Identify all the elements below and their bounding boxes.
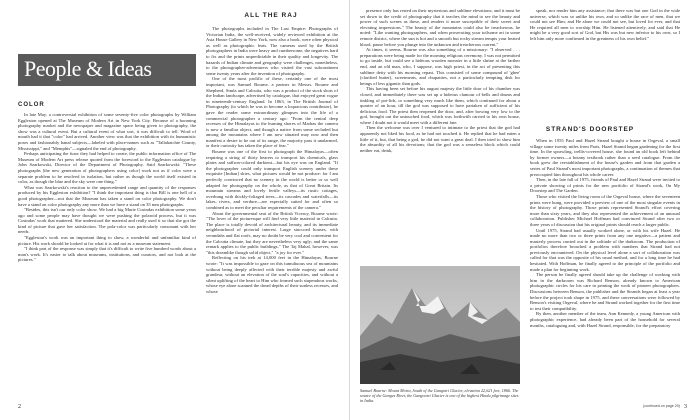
paragraph: Until 1975, Strand had usually worked alone, or with his wife Hazel. He made no more than two or three prints from any one negative—a patient and masterly process carried out in the solitude of the darkroom. The production of portfolios therefore broached a problem with numbers that Strand had not previously encountered. On the physical level alone a sort of collaboration was called for that was the opposite of his usual method, and for a long time he had hesitated. With Hoffman, he finally agreed to the principle of the portfolio and made a plan for beginning work.	[530, 227, 680, 272]
paragraph: What was Szarkowski's reaction to the unprecedented range and quantity of the responses produced by his Eggleston exhibition? "I think the important thing is that Bill is one hell of a good photographer—not that the Museum has taken a stand on color photography. We don't have a stand on color photography any more than we have a stand on 35 mm photographs.	[18, 184, 196, 207]
paragraph: This having been set before his august majesty the little door of his chamber was closed, and immediately there was set up a hideous clamour of bells and drums and tinkling of pot-lids, or something very much like them, which continued for about a quarter of an hour, till the god was supposed to have partaken of sufficient of his delicious food. The priest then reopened the door, and, after bowing very low to the god, brought out the untouched food, which was forthwith carried to his own house, where I doubt not it would meet with a different fate.	[360, 86, 520, 125]
paragraph: Then, in the late fall of 1975, friends of Paul and Hazel Strand were invited to a private showing of prints for the new portfolio of Strand's work, On My Doorstep and The Garden.	[530, 177, 680, 194]
article-heading-strand: STRAND'S DOORSTEP	[545, 126, 635, 133]
paragraph: One of the most prolific of these, certainly one of the most important, was Samuel Bourne, a partner in Messrs. Bourne and Shepherd, Simla and Calcutta, who was a product of the stock shots of the Indian landscape, advertised by catalogue, that enjoyed great vogue in nineteenth-century England. In 1863, in The British Journal of Photography (to which he was to become a loquacious contributor), he gave the reader some extraordinary glimpses into the life of a commercial photographer a century ago: "From the central deep recesses of the Himalayas to the burning shores of Madras the camera is now a familiar object, and though a native from some secluded hut among the mountains where I am now situated may now and then manifest a desire to be out of its range, the majority pass it unalarmed, or their curiosity has taken the place of fear."	[206, 76, 338, 149]
paragraph: Those who visited the living room of the Orgeval house, where the seventeen prints were hung, were provided a preview of one of the most singular events in the history of photography. Those prints represented Strand's effort covering more than sixty years, and they also represented the achievement of an unusual collaboration. Publisher Michael Hoffman had convinced Strand after two or three years of discussion that his original prints should reach a larger public.	[530, 193, 680, 227]
continuation-note: (continued on page 29)	[643, 404, 680, 408]
section-title: People & Ideas	[24, 56, 152, 81]
paragraph: Perhaps anticipating the furor they had helped to create, the public information office of The Museum of Modern Art press release quoted from the foreword to the Eggleston catalogue by John Szarkowski, Director of the Department of Photography. Said Szarkowski: "These photographs [the new generation of photographers using color] work not as if color were a separate problem to be resolved in isolation, but rather as though the world itself existed in color, as though the blue and the sky were one thing."	[18, 151, 196, 185]
section-title-bar	[18, 54, 196, 86]
paragraph: speak, nor render him any assistance; that there was but one God in the wide universe, which was so unlike his own, and so unlike the race of men, that we could not see Him; and He alone we could not see, but loved for ever, and that He required all men to worship Him. He listened attentively, and said that He might be a very good sort of God, but His was but new inferior to his own, so I left him only more confirmed in the greatness of his own belief."	[530, 8, 680, 41]
paragraph: At times, it seems, Bourne was also something of a missionary: "I observed . . . preparations were being made for the morning religious ceremony. I was not permitted to go inside, but could see a hideous wooden monster in a little shrine at the farther end, and an old man, who, I suppose, was high priest, in the act of presenting this sublime deity with his morning repast. This consisted of some compound of 'ghee' (clarified butter), sweetmeats, and chupatties, not a particularly tempting dish for beings of less gigantic than gods.	[360, 47, 520, 86]
paragraph: "Eggleston's work was an important thing to show, a wonderful and unfamiliar kind of picture. His work should be looked at for what it is and not as a museum statement.	[18, 235, 196, 246]
paragraph: The photographs included in The Last Empire: Photographs of Victorian India, the well-received, widely reviewed exhibition at the Asia House Gallery in New York, now also a book, were often physical as well as photographic feats. The cameras used by the British photographers in India were heavy and cumbersome, the negatives hard to fix and the prints unpredictable in their quality and longevity. The hazards of Indian climate and geography were challenges, nonetheless, to the photographer-adventurers who visited the vast subcontinent some twenty years after the invention of photography.	[206, 26, 338, 76]
article-heading-color: COLOR	[18, 102, 45, 108]
article-column-strand	[530, 138, 680, 402]
paragraph: When in 1955 Paul and Hazel Strand bought a house in Orgeval, a small village some twenty miles from Paris, Hazel Strand began gardening for the first time. In the sprawling, trellis-covered house, she found an old book left behind by former owners—a botany textbook rather than a seed catalogue. From the book grew the reestablishment of the house's garden and from that garden a series of Paul Strand's most important photographs, a continuation of themes that preoccupied him throughout his whole career.	[530, 138, 680, 177]
article-column-color	[18, 112, 196, 404]
paragraph: Then the welcome was over I ventured to intimate to the priest that the god had apparently not liked his food, as he had not touched it. He replied that he had eaten a little of it, but, that being a god, he did not want a great deal. I then tried to show him the absurdity of all his devotions; that the god was a senseless block which could neither eat, drink,	[360, 125, 520, 153]
page-gutter	[349, 0, 350, 420]
paragraph: The person he finally agreed should take up the challenge of working with him in the darkroom was Richard Benson, already known to American photographic circles for his care in printing the work of pioneer photographers. Discussions between Benson, the publisher and the Strands began at least a year before the project took shape in 1975, and these conversations were followed by Benson's visiting Orgeval, where he and Strand worked together for the first time to test their compatibility.	[530, 272, 680, 311]
article-column-raj	[206, 26, 338, 404]
photo-caption: Samuel Bourne: Mount Moira, South of the Gangotri Glacier, elevation 22,621 feet, 1866. The source of the Ganges River, the Gangootri Glacier is one of the highest Hindu pilgrimage sites in India.	[360, 388, 519, 403]
article-column-raj-end	[530, 8, 680, 120]
paragraph: "I think part of the response was simply that it's difficult to write five hundred words about a man's work. It's easier to talk about museums, institutions, and curators, and not look at the pictures."	[18, 246, 196, 263]
page-number-right: 3	[684, 404, 687, 410]
paragraph: Bourne was one of the first to photograph the Himalayas—often requiring a string of thirty bearers to transport his chemicals, glass plates and saffron-colored darktent—but his eye was on England. "If the photographer could only transport English scenery under these exquisite [Indian] skies, what pictures would he not produce: for I am perfectly convinced that no scenery in the world is better or so well adapted for photography on the whole, as that of Great Britain. Its mountain streams and lovely fertile valleys—its rustic cottages, overhung with thickly-foliaged trees—its cascades and waterfalls—its lakes, rivers, and verdure—are especially suited for and often so combined as to meet the peculiar requirements of the camera."	[206, 149, 338, 210]
paragraph: About the governmental seat of the British Viceroy, Bourne wrote: "The lover of the picturesque will find very little material in Calcutta. The place is totally devoid of architectural beauty, and its immediate neighbourhood of pictorial interest. Large stuccoed houses, with verandahs and flat roofs, may no doubt be very cool and convenient for the Calcutta climate, but they are nevertheless very ugly; and the same remark applies to the public buildings." The Taj Mahal, however, was "this dreamlike though solid object," "a joy for ever."	[206, 210, 338, 255]
mountain-photograph	[360, 266, 520, 384]
article-heading-raj: ALL THE RAJ	[244, 12, 298, 19]
page-number-left: 2	[18, 404, 21, 410]
paragraph: In late May, a controversial exhibition of some seventy-five color photographs by William Eggleston opened at The Museum of Modern Art in New York City. Because of a booming photography market and the newspaper and magazine space being given to photography, the show was a cultural event. But a cultural event of what sort, it was difficult to tell. Word of mouth had it that "color" had arrived. Another view was that the exhibition with its humanistic poses and fashionably banal subjects—labeled with place-names such as "Tallahatchie County, Mississippi," and "Memphis"—signaled the end of photography.	[18, 112, 196, 151]
paragraph: By then, another member of the team, Ann Kennedy, a young American with photographic experience, had already been part of the household for several months, cataloguing and, with Hazel Strand, responsible, for the preparatory	[530, 311, 680, 328]
paragraph: "Besides, this isn't our only color show. We had a big Marie Cosindas exhibition some years ago and some people may have thought we were pushing the polaroid process, but it was Cosindas' work that mattered. She understood the material and really used it so that she got the kind of picture that gave her satisfaction. The pola-color was particularly consonant with her needs.	[18, 207, 196, 235]
article-column-raj-continued	[360, 8, 520, 260]
paragraph: presence only has rested on their mysterious and sublime elevations; and it must be set down to the credit of photography that it teaches the mind to see the beauty and power of such scenes as these, and renders it more susceptible of their sweet and elevating impressions." The beauty of the mountains could also be treacherous, he noted: "Like wanting photographers, and when prosecuting your toilsome art in some remote district, where the sun is hot and a smooth but rocky stream tempts your heated blood, pause before you plunge into the unknown and treacherous current."	[360, 8, 520, 47]
paragraph: Reflecting on his trek at 14,000 feet in the Himalayas, Bourne wrote: "It was impossible to gaze on this tumultuous sea of mountains without being deeply affected with their terrible majesty and awful grandeur, without an elevation of the soul's capacities, and without a silent uplifting of the heart to Him who formed such stupendous works, whose eye alone scanned the dread depths of their sunless recesses, and whose	[206, 255, 338, 294]
